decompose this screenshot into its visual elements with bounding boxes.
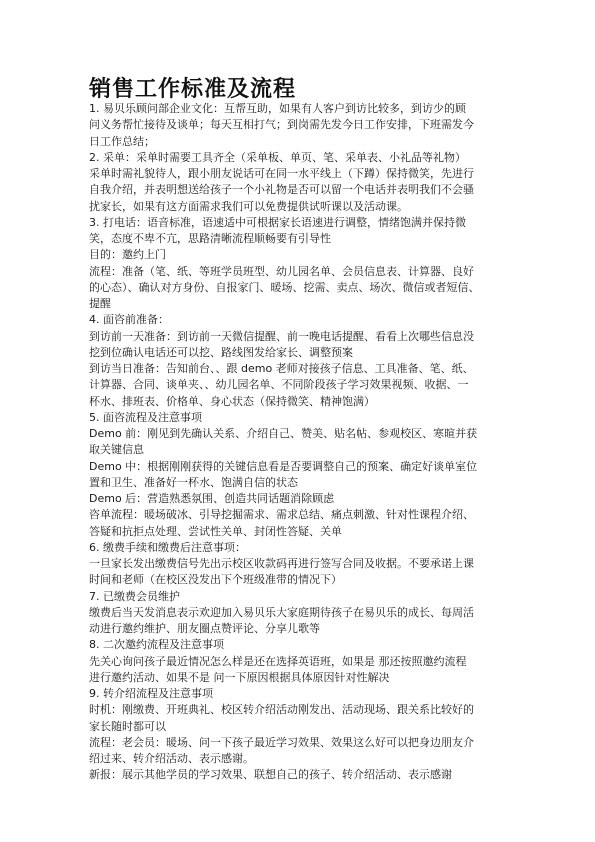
text-line: 问义务帮忙接待及谈单；每天互相打气；到岗需先发今日工作安排，下班需发今	[89, 118, 474, 132]
text-line: 答疑和抗拒点处理、尝试性关单、封闭性答疑、关单	[89, 524, 342, 538]
text-line: 流程：老会员：暖场、问一下孩子最近学习效果、效果这么好可以把身边朋友介	[89, 735, 474, 749]
text-line: 6. 缴费手续和缴费后注意事项：	[89, 540, 246, 554]
text-line: 日工作总结；	[89, 134, 155, 148]
text-line: 计算器、合同、谈单夹、、幼儿园名单、不同阶段孩子学习效果视频、收据、一	[89, 378, 469, 392]
text-line: 到访当日准备：告知前台、、跟 demo 老师对接孩子信息、工具准备、笔、纸、	[89, 362, 474, 375]
text-line: 7. 已缴费会员维护	[89, 589, 180, 603]
text-line: 绍过来、转介绍活动、表示感谢。	[89, 752, 254, 765]
text-line: 自我介绍，并表明想送给孩子一个小礼物是否可以留一个电话并表明我们不会骚	[89, 183, 474, 197]
text-line: 笑，态度不卑不亢，思路清晰流程顺畅要有引导性	[89, 232, 331, 245]
text-line: 新报：展示其他学员的学习效果、联想自己的孩子、转介绍活动、表示感谢	[89, 768, 452, 782]
text-line: 时间和老师（在校区没发出下个班级准带的情况下）	[89, 573, 342, 587]
text-line: 目的：邀约上门	[89, 248, 166, 262]
text-line: 缴费后当天发消息表示欢迎加入易贝乐大家庭期待孩子在易贝乐的成长、每周活	[89, 605, 474, 619]
text-line: 提醒	[89, 297, 111, 310]
text-line: Demo 中：根据刚刚获得的关键信息看是否要调整自己的预案、确定好谈单室位	[89, 459, 478, 473]
text-line: 1. 易贝乐顾问部企业文化：互帮互助，如果有人客户到访比较多，到访少的顾	[89, 102, 466, 115]
text-line: 采单时需礼貌待人，跟小朋友说话可在同一水平线上（下蹲）保持微笑，先进行	[89, 167, 474, 180]
text-line: 3. 打电话：语音标准，语速适中可根据家长语速进行调整，情绪饱满并保持微	[89, 215, 466, 229]
text-line: Demo 前：刚见到先确认关系、介绍自己、赞美、贴名帖、参观校区、寒暄并获	[89, 427, 478, 440]
text-line: 流程：准备（笔、纸、等班学员班型、幼儿园名单、会员信息表、计算器、良好	[89, 264, 474, 278]
text-line: 家长随时都可以	[89, 719, 166, 733]
document-title: 销售工作标准及流程	[89, 76, 297, 102]
document-body	[89, 101, 511, 784]
text-line: 2. 采单：采单时需要工具齐全（采单板、单页、笔、采单表、小礼品等礼物）	[89, 150, 466, 164]
text-line: 5. 面咨流程及注意事项	[89, 410, 202, 424]
text-line: 置和卫生、准备好一杯水、饱满自信的状态	[89, 475, 298, 489]
text-line: 8. 二次邀约流程及注意事项	[89, 638, 224, 652]
text-line: 挖到位确认电话还可以挖、路线图发给家长、调整预案	[89, 345, 353, 359]
text-line: 扰家长，如果有这方面需求我们可以免费提供试听课以及活动课。	[89, 199, 408, 213]
text-line: 时机：刚缴费、开班典礼、校区转介绍活动刚发出、活动现场、跟关系比较好的	[89, 703, 474, 717]
text-line: 杯水、排班表、价格单、身心状态（保持微笑、精神饱满）	[89, 394, 375, 408]
text-line: 到访前一天准备：到访前一天微信提醒、前一晚电话提醒、看看上次哪些信息没	[89, 329, 474, 343]
text-line: 动进行邀约维护、朋友圈点赞评论、分享儿歌等	[89, 622, 320, 635]
text-line: 取关键信息	[89, 443, 144, 457]
text-line: 先关心询问孩子最近情况怎么样是还在选择英语班，如果是 那还按照邀约流程	[89, 654, 467, 668]
text-line: 的心态）、确认对方身份、自报家门、暖场、挖需、卖点、场次、微信或者短信、	[89, 280, 480, 294]
text-line: 进行邀约活动、如果不是 问一下原因根据具体原因针对性解决	[89, 670, 390, 684]
text-line: 咨单流程：暖场破冰、引导挖掘需求、需求总结、痛点刺激、针对性课程介绍、	[89, 508, 474, 522]
text-line: 一旦家长发出缴费信号先出示校区收款码再进行签写合同及收据。不要承诺上课	[89, 557, 474, 570]
text-line: 4. 面咨前准备：	[89, 313, 169, 327]
text-line: Demo 后：营造熟悉氛围、创造共同话题消除顾虑	[89, 492, 335, 505]
text-line: 9. 转介绍流程及注意事项	[89, 687, 213, 700]
